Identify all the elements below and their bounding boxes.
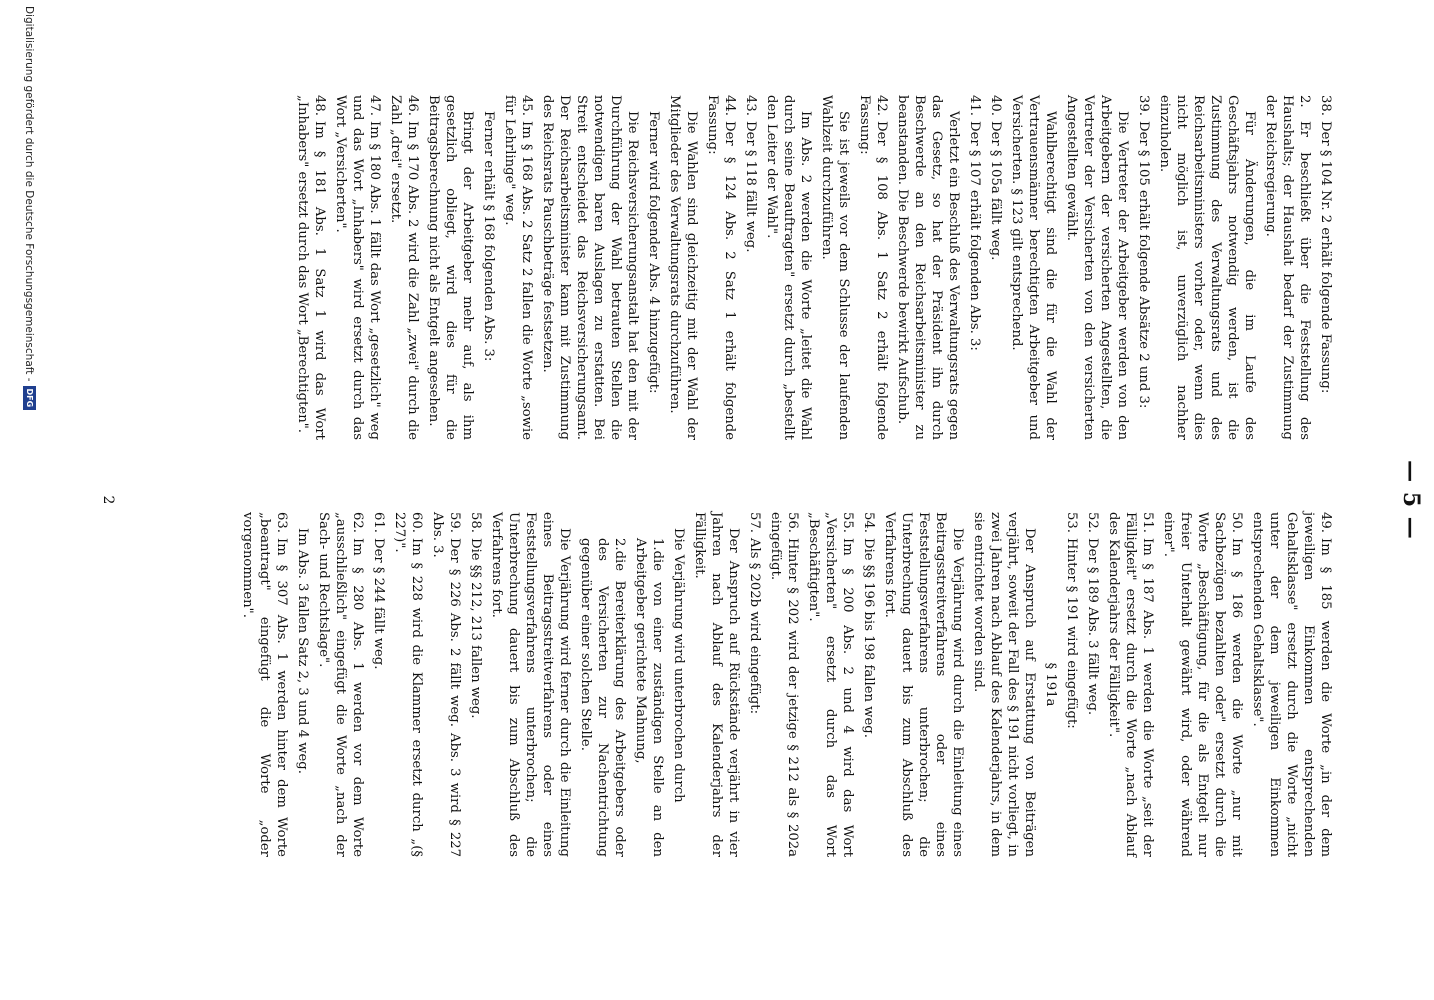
item-text: Im § 187 Abs. 1 werden die Worte „seit der Fälligkeit" ersetzt durch die Worte „nach Ablauf des Kalenderjahrs der Fälligkeit". bbox=[1106, 512, 1155, 857]
article-item bbox=[805, 512, 856, 857]
item-number: 51. bbox=[1140, 512, 1155, 533]
article-item bbox=[987, 95, 1004, 440]
article-item bbox=[391, 512, 425, 857]
item-number: 44. bbox=[722, 95, 737, 116]
article-item bbox=[387, 95, 421, 440]
paragraph bbox=[1156, 95, 1258, 440]
item-number: 1. bbox=[650, 538, 665, 551]
item-text: Ferner wird folgender Abs. 4 hinzugefügt: bbox=[646, 111, 661, 394]
item-number: 62. bbox=[350, 512, 365, 533]
item-number: 38. bbox=[1318, 95, 1333, 116]
article-item bbox=[315, 512, 366, 857]
item-text: Der Anspruch auf Erstattung von Beiträgen verjährt, soweit der Fall des § 191 nicht vorliegt, in zwei Jahren nach Ablauf des Kalenderjahrs, in dem sie entrichtet worden sind. bbox=[971, 512, 1037, 857]
item-text: Im Abs. 2 werden die Worte „leitet die Wahl durch seine Beauftragten" ersetzt durch „bestellt den Leiter der Wahl". bbox=[764, 95, 813, 440]
item-number: 39. bbox=[1136, 95, 1151, 116]
article-item bbox=[966, 95, 983, 440]
article-item bbox=[577, 512, 628, 857]
item-number: 59. bbox=[447, 512, 462, 533]
item-number: 48. bbox=[312, 95, 327, 116]
item-text: Im § 280 Abs. 1 werden vor dem Worte „ausschließlich" eingefügt die Worte „nach der Sach- und Rechtslage". bbox=[316, 512, 365, 857]
item-number: 45. bbox=[519, 95, 534, 116]
item-number: 2. bbox=[1297, 95, 1312, 108]
credit-text: Digitalisierung gefördert durch die Deutsche Forschungsgemeinschaft - bbox=[23, 6, 36, 382]
paragraph bbox=[763, 95, 814, 440]
item-text: Im § 181 Abs. 1 Satz 1 wird das Wort „Inhabers" ersetzt durch das Wort „Berechtigten". bbox=[295, 95, 327, 440]
sheet-number: 2 bbox=[100, 495, 116, 505]
item-number: 56. bbox=[785, 512, 800, 533]
item-text: Hinter § 202 wird der jetzige § 212 als § 202a eingefügt. bbox=[768, 512, 800, 857]
item-text: Im § 228 wird die Klammer ersetzt durch „(§ 227)". bbox=[392, 512, 424, 857]
item-text: Der § 107 erhält folgenden Abs. 3: bbox=[967, 121, 982, 351]
article-item bbox=[704, 95, 738, 440]
item-text: Der § 118 fällt weg. bbox=[743, 121, 758, 253]
paragraph bbox=[294, 512, 311, 857]
item-text: Der Anspruch auf Rückstände verjährt in vier Jahren nach Ablauf des Kalenderjahrs der Fälligkeit. bbox=[692, 512, 741, 857]
item-text: Sie ist jeweils vor dem Schlusse der laufenden Wahlzeit durchzuführen. bbox=[819, 95, 851, 440]
paragraph bbox=[645, 95, 662, 440]
item-text: Der § 189 Abs. 3 fällt weg. bbox=[1085, 538, 1100, 716]
article-item bbox=[1105, 512, 1156, 857]
item-number: 49. bbox=[1318, 512, 1333, 533]
paragraph bbox=[970, 512, 1038, 857]
item-text: Der § 244 fällt weg. bbox=[371, 538, 386, 670]
item-number: 47. bbox=[367, 95, 382, 116]
item-text: Für Änderungen, die im Laufe des Geschäftsjahrs notwendig werden, ist die Zustimmung des Verwaltungsrats und des Reichsarbeitsministers vorher oder, wenn dies nicht möglich ist, unverzüglich nachher einzuholen. bbox=[1157, 95, 1257, 440]
item-text: Die Reichsversicherungsanstalt hat den mit der Durchführung der Wahl betrauten Stellen die notwendigen baren Auslagen zu erstatten. Bei Streit entscheidet das Reichsversicherungsamt. Der Reichsarbeitsminister kann mit Zustimmung des Reichsrats Pauschbeträge festsetzen. bbox=[540, 95, 640, 440]
item-number: 50. bbox=[1229, 512, 1244, 533]
item-text: Im § 168 Abs. 2 Satz 2 fallen die Worte „sowie für Lehrlinge" weg. bbox=[502, 95, 534, 440]
item-text: Im § 185 werden die Worte „in der dem jeweiligen Einkommen entsprechenden Gehaltsklasse" ersetzt durch die Worte „nicht unter der dem jeweiligen Einkommen entsprechenden Gehaltsklasse". bbox=[1250, 512, 1333, 857]
article-item bbox=[1135, 95, 1152, 440]
item-text: Im § 170 Abs. 2 wird die Zahl „zwei" durch die Zahl „drei" ersetzt. bbox=[388, 95, 420, 440]
dfg-logo: DFG bbox=[23, 386, 36, 411]
item-number: 55. bbox=[840, 512, 855, 533]
paragraph bbox=[881, 512, 966, 857]
item-number: 43. bbox=[743, 95, 758, 116]
item-text: Im § 307 Abs. 1 werden hinter dem Worte „beantragt" eingefügt die Worte „oder vorgenommen". bbox=[240, 512, 289, 857]
item-text: Im § 180 Abs. 1 fällt das Wort „gesetzlich" weg und das Wort „Inhabers" wird ersetzt durch das Wort „Versicherten". bbox=[333, 95, 382, 440]
item-text: Verletzt ein Beschluß des Verwaltungsrats gegen das Gesetz, so hat der Präsident ihn durch Beschwerde an den Reichsarbeitsminister zu beanstanden. Die Beschwerde bewirkt Aufschub. bbox=[895, 95, 961, 440]
item-text: Bringt der Arbeitgeber mehr auf, als ihm gesetzlich obliegt, wird dies für die Beitragsberechnung nicht als Entgelt angesehen. bbox=[426, 95, 475, 440]
paragraph bbox=[1042, 512, 1059, 857]
article-item bbox=[1084, 512, 1101, 857]
item-text: Die Verjährung wird unterbrochen durch bbox=[671, 528, 686, 803]
item-number: 2. bbox=[612, 538, 627, 551]
item-text: Der § 226 Abs. 2 fällt weg. Abs. 3 wird § 227 Abs. 3. bbox=[430, 512, 462, 857]
item-text: Im Abs. 3 fallen Satz 2, 3 und 4 weg. bbox=[295, 528, 310, 774]
article-item bbox=[1160, 512, 1245, 857]
paragraph bbox=[691, 512, 742, 857]
item-number: 42. bbox=[874, 95, 889, 116]
article-item bbox=[1262, 95, 1313, 440]
item-text: Hinter § 191 wird eingefügt: bbox=[1064, 538, 1079, 729]
paragraph bbox=[1063, 95, 1131, 440]
article-item bbox=[239, 512, 290, 857]
article-item bbox=[370, 512, 387, 857]
item-text: Er beschließt über die Feststellung des Haushalts; der Haushalt bedarf der Zustimmung der Reichsregierung. bbox=[1263, 95, 1312, 440]
item-text: Die Vertreter der Arbeitgeber werden von den Arbeitgebern der versicherten Angestellten, die Vertreter der Versicherten von den versicherten Angestellten gewählt. bbox=[1064, 95, 1130, 440]
item-text: Der § 105 erhält folgende Absätze 2 und 3: bbox=[1136, 121, 1151, 409]
item-text: die von einer zuständigen Stelle an den Arbeitgeber gerichtete Mahnung, bbox=[633, 538, 665, 857]
item-text: Im § 200 Abs. 2 und 4 wird das Wort „Versicherten" ersetzt durch das Wort „Beschäftigten". bbox=[806, 512, 855, 857]
article-item bbox=[742, 95, 759, 440]
paragraph bbox=[1008, 95, 1059, 440]
paragraph bbox=[818, 95, 852, 440]
item-number: 57. bbox=[747, 512, 762, 533]
article-item bbox=[632, 512, 666, 857]
item-text: Wahlberechtigt sind die für die Wahl der Vertrauensmänner berechtigten Arbeitgeber und Versicherten. § 123 gilt entsprechend. bbox=[1009, 95, 1058, 440]
item-text: Der § 108 Abs. 1 Satz 2 erhält folgende Fassung: bbox=[857, 95, 889, 440]
item-number: 40. bbox=[988, 95, 1003, 116]
item-number: 52. bbox=[1085, 512, 1100, 533]
article-item bbox=[501, 95, 535, 440]
article-item bbox=[1063, 512, 1080, 857]
paragraph bbox=[666, 95, 700, 440]
paragraph bbox=[670, 512, 687, 857]
article-item bbox=[767, 512, 801, 857]
paragraph bbox=[480, 95, 497, 440]
article-item bbox=[746, 512, 763, 857]
item-text: Ferner erhält § 168 folgenden Abs. 3: bbox=[481, 111, 496, 362]
item-number: 63. bbox=[274, 512, 289, 533]
article-item bbox=[467, 512, 484, 857]
item-text: die Bereiterklärung des Arbeitgebers oder des Versicherten zur Nachentrichtung gegenüber einer solchen Stelle. bbox=[578, 538, 627, 857]
item-text: Der § 104 Nr. 2 erhält folgende Fassung: bbox=[1318, 121, 1333, 394]
item-number: 60. bbox=[409, 512, 424, 533]
article-item bbox=[294, 95, 328, 440]
paragraph bbox=[894, 95, 962, 440]
item-text: Der § 105a fällt weg. bbox=[988, 121, 1003, 261]
article-item bbox=[332, 95, 383, 440]
paragraph bbox=[539, 95, 641, 440]
item-text: Als § 202b wird eingefügt: bbox=[747, 538, 762, 715]
article-item bbox=[1317, 95, 1334, 440]
digitization-credit bbox=[23, 6, 36, 410]
item-text: Die Verjährung wird durch die Einleitung eines Beitragsstreitverfahrens oder eines Feststellungsverfahrens unterbrochen; die Unterbrechung dauert bis zum Abschluß des Verfahrens fort. bbox=[882, 512, 965, 857]
paragraph bbox=[425, 95, 476, 440]
item-text: Der § 124 Abs. 2 Satz 1 erhält folgende Fassung: bbox=[705, 95, 737, 440]
right-column bbox=[235, 512, 1334, 857]
article-item bbox=[429, 512, 463, 857]
item-number: 54. bbox=[861, 512, 876, 533]
article-item bbox=[1249, 512, 1334, 857]
item-text: Die Verjährung wird ferner durch die Einleitung eines Beitragsstreitverfahrens oder eines Feststellungsverfahrens unterbrochen; die Unterbrechung dauert bis zum Abschluß des Verfahrens fort. bbox=[489, 512, 572, 857]
paragraph bbox=[488, 512, 573, 857]
item-text: Im § 186 werden die Worte „nur mit Sachbezügen bezahlten oder" ersetzt durch die Worte „Beschäftigung, für die als Entgelt nur freier Unterhalt gewährt wird, oder während einer". bbox=[1161, 512, 1244, 857]
item-text: § 191a bbox=[1043, 662, 1058, 707]
article-item bbox=[856, 95, 890, 440]
item-text: Die Wahlen sind gleichzeitig mit der Wahl der Mitglieder des Verwaltungsrats durchzuführen. bbox=[667, 95, 699, 440]
article-item bbox=[860, 512, 877, 857]
item-text: Die §§ 196 bis 198 fallen weg. bbox=[861, 538, 876, 738]
item-number: 58. bbox=[468, 512, 483, 533]
item-number: 61. bbox=[371, 512, 386, 533]
item-number: 53. bbox=[1064, 512, 1079, 533]
item-number: 46. bbox=[405, 95, 420, 116]
item-number: 41. bbox=[967, 95, 982, 116]
item-text: Die §§ 212, 213 fallen weg. bbox=[468, 538, 483, 719]
page-number: — 5 — bbox=[1398, 460, 1424, 540]
left-column bbox=[290, 95, 1334, 440]
